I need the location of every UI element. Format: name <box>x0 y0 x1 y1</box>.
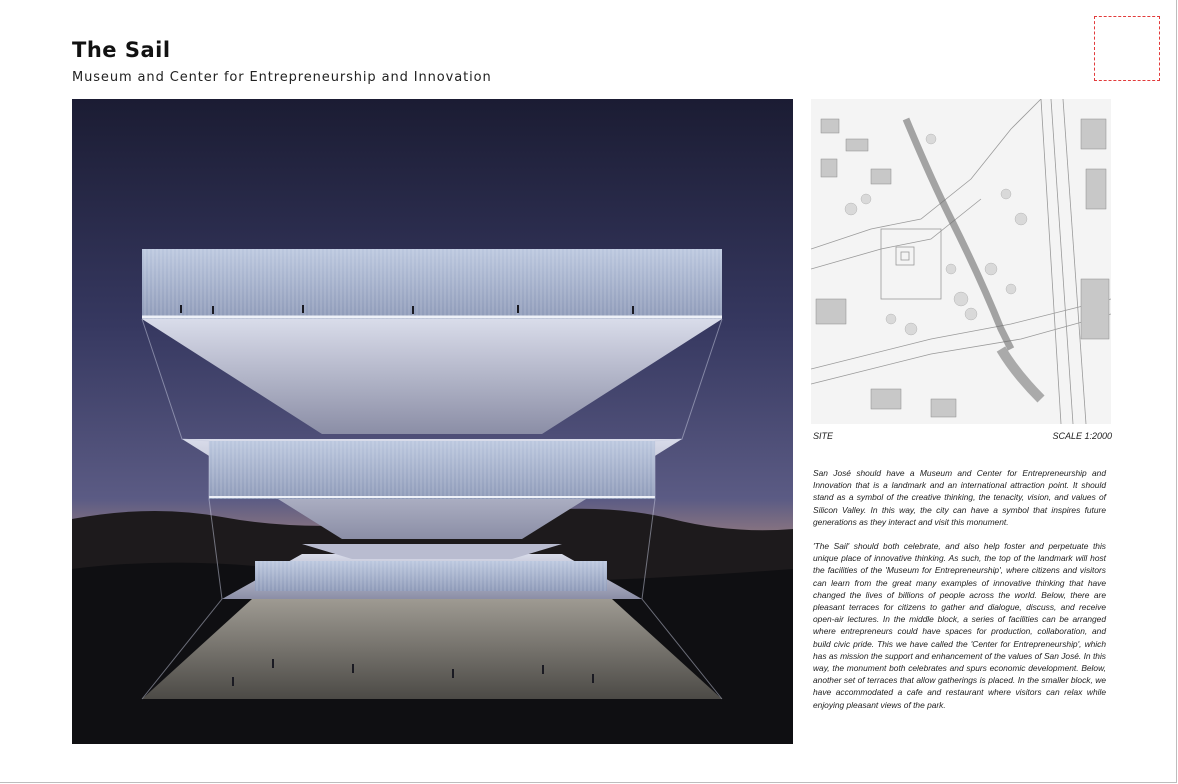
site-scale-label: SCALE 1:2000 <box>1052 431 1112 441</box>
main-rendering <box>72 99 793 744</box>
description-paragraph: 'The Sail' should both celebrate, and also help foster and perpetuate this unique place of innovative thinking. As such, the top of the landmark will host the facilities of the 'Museum for Entrepreneurship', where citizens and visitors can learn from the great many examples of innovative thinking that have changed the lives of billions of people across the world. Below, there are pleasant terraces for citizens to gather and dialogue, discuss, and receive open-air lectures. In the middle block, a series of facilities can be arranged where entrepreneurs could have spaces for production, collaboration, and build civic pride. This we have called the 'Center for Entrepreneurship', which has as mission the support and enhancement of the values of San José. In this way, the monument both celebrates and spurs economic development. Below, another set of terraces that allow gatherings is placed. In the smaller block, we have accommodated a cafe and restaurant where visitors can relax while enjoying pleasant views of the park. <box>813 541 1106 710</box>
page-subtitle: Museum and Center for Entrepreneurship and Innovation <box>72 70 492 85</box>
site-plan <box>811 99 1111 424</box>
site-label: SITE <box>813 431 834 441</box>
page-title: The Sail <box>72 38 171 62</box>
description-paragraph: San José should have a Museum and Center for Entrepreneurship and Innovation that is a landmark and an international attraction point. It should stand as a symbol of the creative thinking, the tenacity, vision, and values of Silicon Valley. In this way, the city can have a symbol that inspires future generations as they interact and visit this monument. <box>813 468 1106 527</box>
building-rendering-image <box>72 99 793 744</box>
description-text <box>813 467 1106 723</box>
stamp-placeholder <box>1094 16 1160 81</box>
site-plan-drawing <box>811 99 1111 424</box>
